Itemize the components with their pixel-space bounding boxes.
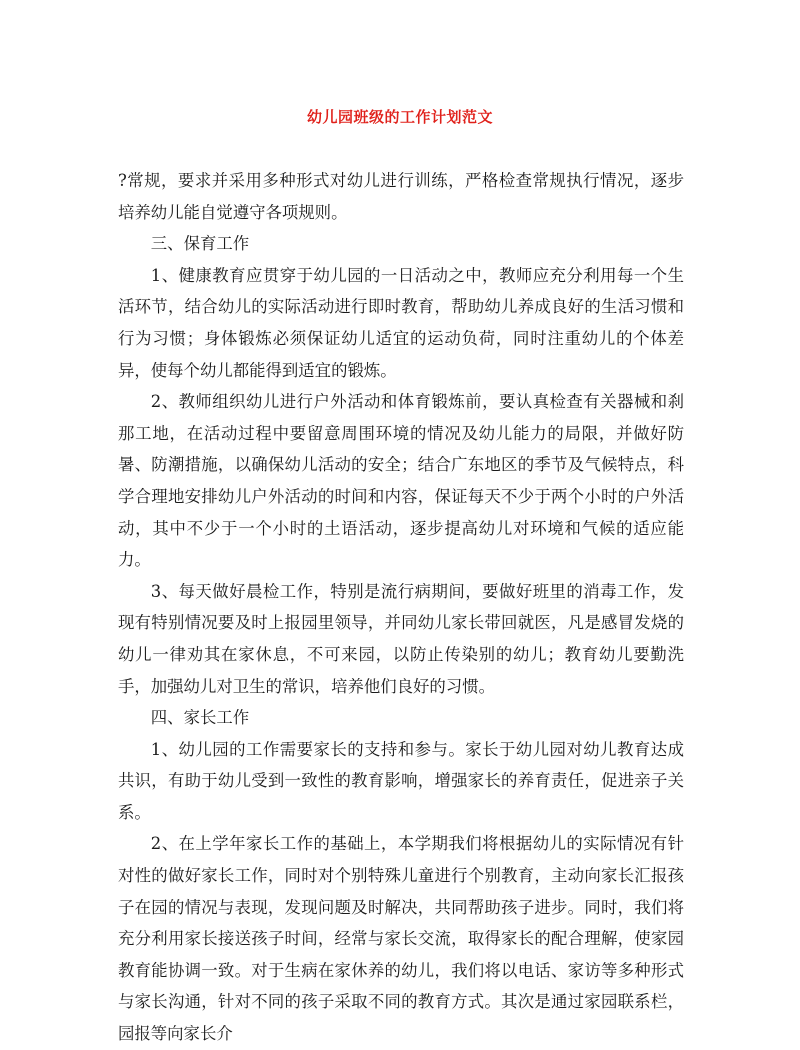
paragraph-health-education: 1、健康教育应贯穿于幼儿园的一日活动之中，教师应充分利用每一个生活环节，结合幼儿的实际活动进行即时教育，帮助幼儿养成良好的生活习惯和行为习惯；身体锻炼必须保证幼儿适宜的运动负荷，同时注重幼儿的个体差异，使每个幼儿都能得到适宜的锻炼。 (118, 265, 684, 380)
paragraph-outdoor-activities: 2、教师组织幼儿进行户外活动和体育锻炼前，要认真检查有关器械和刹那工地，在活动过程中要留意周围环境的情况及幼儿能力的局限，并做好防暑、防潮措施，以确保幼儿活动的安全；结合广东地区的季节及气候特点，科学合理地安排幼儿户外活动的时间和内容，保证每天不少于两个小时的户外活动，其中不少于一个小时的土语活动，逐步提高幼儿对环境和气候的适应能力。 (118, 392, 684, 570)
paragraph-parent-support: 1、幼儿园的工作需要家长的支持和参与。家长于幼儿园对幼儿教育达成共识，有助于幼儿受到一致性的教育影响，增强家长的养育责任，促进亲子关系。 (118, 739, 684, 822)
document-title: 幼儿园班级的工作计划范文 (306, 108, 493, 126)
section-heading-care: 三、保育工作 (150, 234, 250, 254)
document-body (118, 165, 684, 1050)
paragraph-morning-check: 3、每天做好晨检工作，特别是流行病期间，要做好班里的消毒工作，发现有特别情况要及时上报园里领导，并同幼儿家长带回就医，凡是感冒发烧的幼儿一律劝其在家休息，不可来园，以防止传染别的幼儿；教育幼儿要勤洗手，加强幼儿对卫生的常识，培养他们良好的习惯。 (118, 581, 684, 696)
paragraph-continuation: ?常规，要求并采用多种形式对幼儿进行训练，严格检查常规执行情况，逐步培养幼儿能自觉遵守各项规则。 (118, 171, 684, 222)
section-heading-parents: 四、家长工作 (150, 708, 250, 728)
paragraph-parent-communication: 2、在上学年家长工作的基础上，本学期我们将根据幼儿的实际情况有针对性的做好家长工作，同时对个别特殊儿童进行个别教育，主动向家长汇报孩子在园的情况与表现，发现问题及时解决，共同帮助孩子进步。同时，我们将充分利用家长接送孩子时间，经常与家长交流，取得家长的配合理解，使家园教育能协调一致。对于生病在家休养的幼儿，我们将以电话、家访等多种形式与家长沟通，针对不同的孩子采取不同的教育方式。其次是通过家园联系栏，园报等向家长介 (118, 834, 684, 1044)
